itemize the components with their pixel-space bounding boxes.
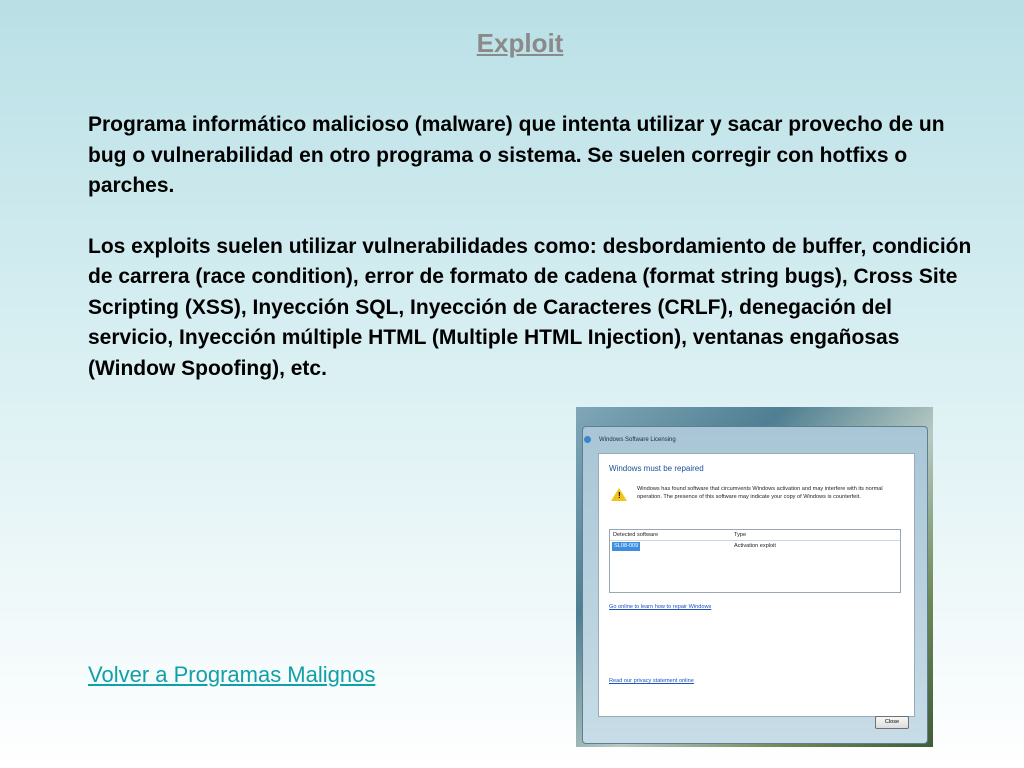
- back-to-malware-link[interactable]: Volver a Programas Malignos: [88, 662, 376, 687]
- close-button[interactable]: Close: [875, 716, 909, 729]
- cell-software: SL08-009: [614, 543, 639, 549]
- windows-icon: [584, 436, 591, 443]
- table-row[interactable]: [610, 542, 900, 551]
- table-header: [610, 530, 900, 541]
- dialog-heading: Windows must be repaired: [609, 464, 704, 473]
- paragraph-definition: Programa informático malicioso (malware) que intenta utilizar y sacar provecho de un bug o vulnerabilidad en otro programa o sistema. Se suelen corregir con hotfixs o parches.: [88, 113, 945, 197]
- slide-body: [88, 110, 983, 414]
- repair-windows-link[interactable]: Go online to learn how to repair Windows: [609, 604, 712, 610]
- dialog-title: Windows Software Licensing: [599, 437, 676, 443]
- dialog-message: Windows has found software that circumvents Windows activation and may interfere with its normal operation. The presence of this software may indicate your copy of Windows is counterfeit.: [637, 486, 883, 500]
- cell-type: Activation exploit: [734, 543, 776, 549]
- column-header-software[interactable]: Detected software: [613, 532, 659, 538]
- windows-licensing-screenshot: [576, 407, 933, 747]
- column-header-type[interactable]: Type: [734, 532, 747, 538]
- slide-title: Exploit: [476, 28, 564, 58]
- dialog-client: [598, 453, 915, 717]
- dialog-button-bar: [598, 714, 913, 734]
- privacy-statement-link[interactable]: Read our privacy statement online: [609, 678, 694, 684]
- detected-software-table: [609, 529, 901, 593]
- dialog-titlebar: [584, 432, 914, 448]
- warning-icon-mark: !: [618, 491, 621, 500]
- paragraph-vulnerabilities: Los exploits suelen utilizar vulnerabilidades como: desbordamiento de buffer, condición de carrera (race condition), error de formato de cadena (format string bugs), Cross Site Scripting (XSS), Inyección SQL, Inyección de Caracteres (CRLF), denegación del servicio, Inyección múltiple HTML (Multiple HTML Injection), ventanas engañosas (Window Spoofing), etc.: [88, 234, 972, 380]
